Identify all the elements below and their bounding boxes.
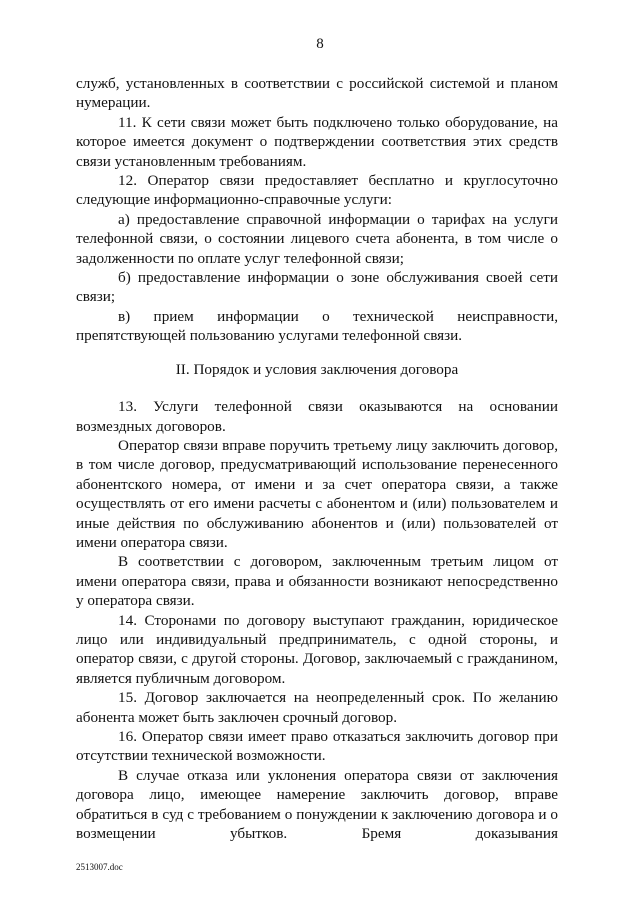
paragraph-14: 14. Сторонами по договору выступают гражданин, юридическое лицо или индивидуальный предприниматель, с одной стороны, и оператор связи, с другой стороны. Договор, заключаемый с гражданином, является публичным договором. [76, 611, 558, 687]
paragraph-13-2: Оператор связи вправе поручить третьему лицу заключить договор, в том числе договор, предусматривающий использование перенесенного абонентского номера, от имени и за счет оператора связи, а также осуществлять от его имени расчеты с абонентом и (или) пользователем и иные действия по обслуживанию абонентов и (или) пользователей от имени оператора связи. [76, 436, 558, 551]
paragraph-11: 11. К сети связи может быть подключено только оборудование, на которое имеется документ о подтверждении соответствия этих средств связи установленным требованиям. [76, 113, 558, 170]
paragraph-13-3: В соответствии с договором, заключенным третьим лицом от имени оператора связи, права и обязанности возникают непосредственно у оператора связи. [76, 553, 558, 610]
footer-filename: 2513007.doc [76, 862, 123, 872]
page-number: 8 [316, 36, 324, 52]
paragraph-16-2: В случае отказа или уклонения оператора связи от заключения договора лицо, имеющее намерение заключить договор, вправе обратиться в суд с требованием о понуждении к заключению договора и о возмещении убытков. Бремя доказывания [76, 766, 558, 843]
paragraph-12: 12. Оператор связи предоставляет бесплатно и круглосуточно следующие информационно-справочные услуги: [76, 172, 558, 209]
paragraph-continuation: служб, установленных в соответствии с российской системой и планом нумерации. [76, 75, 558, 112]
paragraph-12b: б) предоставление информации о зоне обслуживания своей сети связи; [76, 269, 558, 306]
document-body [76, 74, 558, 843]
paragraph-12a: а) предоставление справочной информации о тарифах на услуги телефонной связи, о состоянии лицевого счета абонента, в том числе о задолженности по оплате услуг телефонной связи; [76, 210, 558, 267]
paragraph-12c: в) прием информации о технической неисправности, препятствующей пользованию услугами телефонной связи. [76, 307, 558, 345]
paragraph-13: 13. Услуги телефонной связи оказываются на основании возмездных договоров. [76, 398, 558, 435]
paragraph-16: 16. Оператор связи имеет право отказаться заключить договор при отсутствии технической возможности. [76, 728, 558, 765]
paragraph-15: 15. Договор заключается на неопределенный срок. По желанию абонента может быть заключен срочный договор. [76, 689, 558, 726]
section-heading: II. Порядок и условия заключения договора [175, 360, 459, 378]
